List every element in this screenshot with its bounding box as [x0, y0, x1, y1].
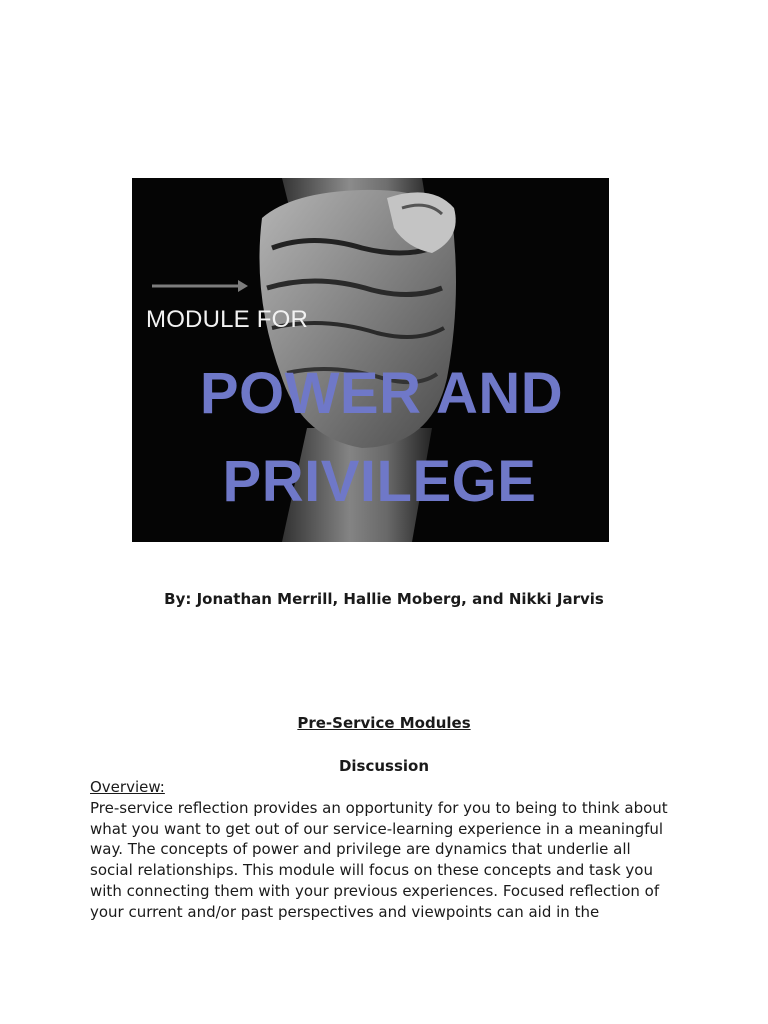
paragraph-line: with connecting them with your previous experiences. Focused reflection of — [90, 881, 660, 900]
overview-paragraph — [90, 798, 690, 922]
authors-byline: By: Jonathan Merrill, Hallie Moberg, and Nikki Jarvis — [164, 590, 604, 608]
arrow-right-icon — [152, 280, 248, 292]
cover-subtitle: MODULE FOR — [146, 306, 309, 333]
paragraph-line: what you want to get out of our service-learning experience in a meaningful — [90, 819, 664, 838]
cover-title-line-1: POWER AND — [199, 361, 564, 426]
section-heading: Pre-Service Modules — [297, 714, 471, 732]
cover-image — [132, 178, 609, 542]
paragraph-line: Pre-service reflection provides an opportunity for you to being to think about — [90, 799, 668, 817]
paragraph-line: social relationships. This module will focus on these concepts and task you — [90, 861, 653, 880]
paragraph-line: your current and/or past perspectives and viewpoints can aid in the — [90, 902, 600, 921]
paragraph-line: way. The concepts of power and privilege are dynamics that underlie all — [90, 840, 631, 859]
section-subheading: Discussion — [338, 757, 430, 775]
overview-label: Overview: — [90, 778, 165, 796]
cover-title-line-2: PRIVILEGE — [222, 449, 537, 514]
